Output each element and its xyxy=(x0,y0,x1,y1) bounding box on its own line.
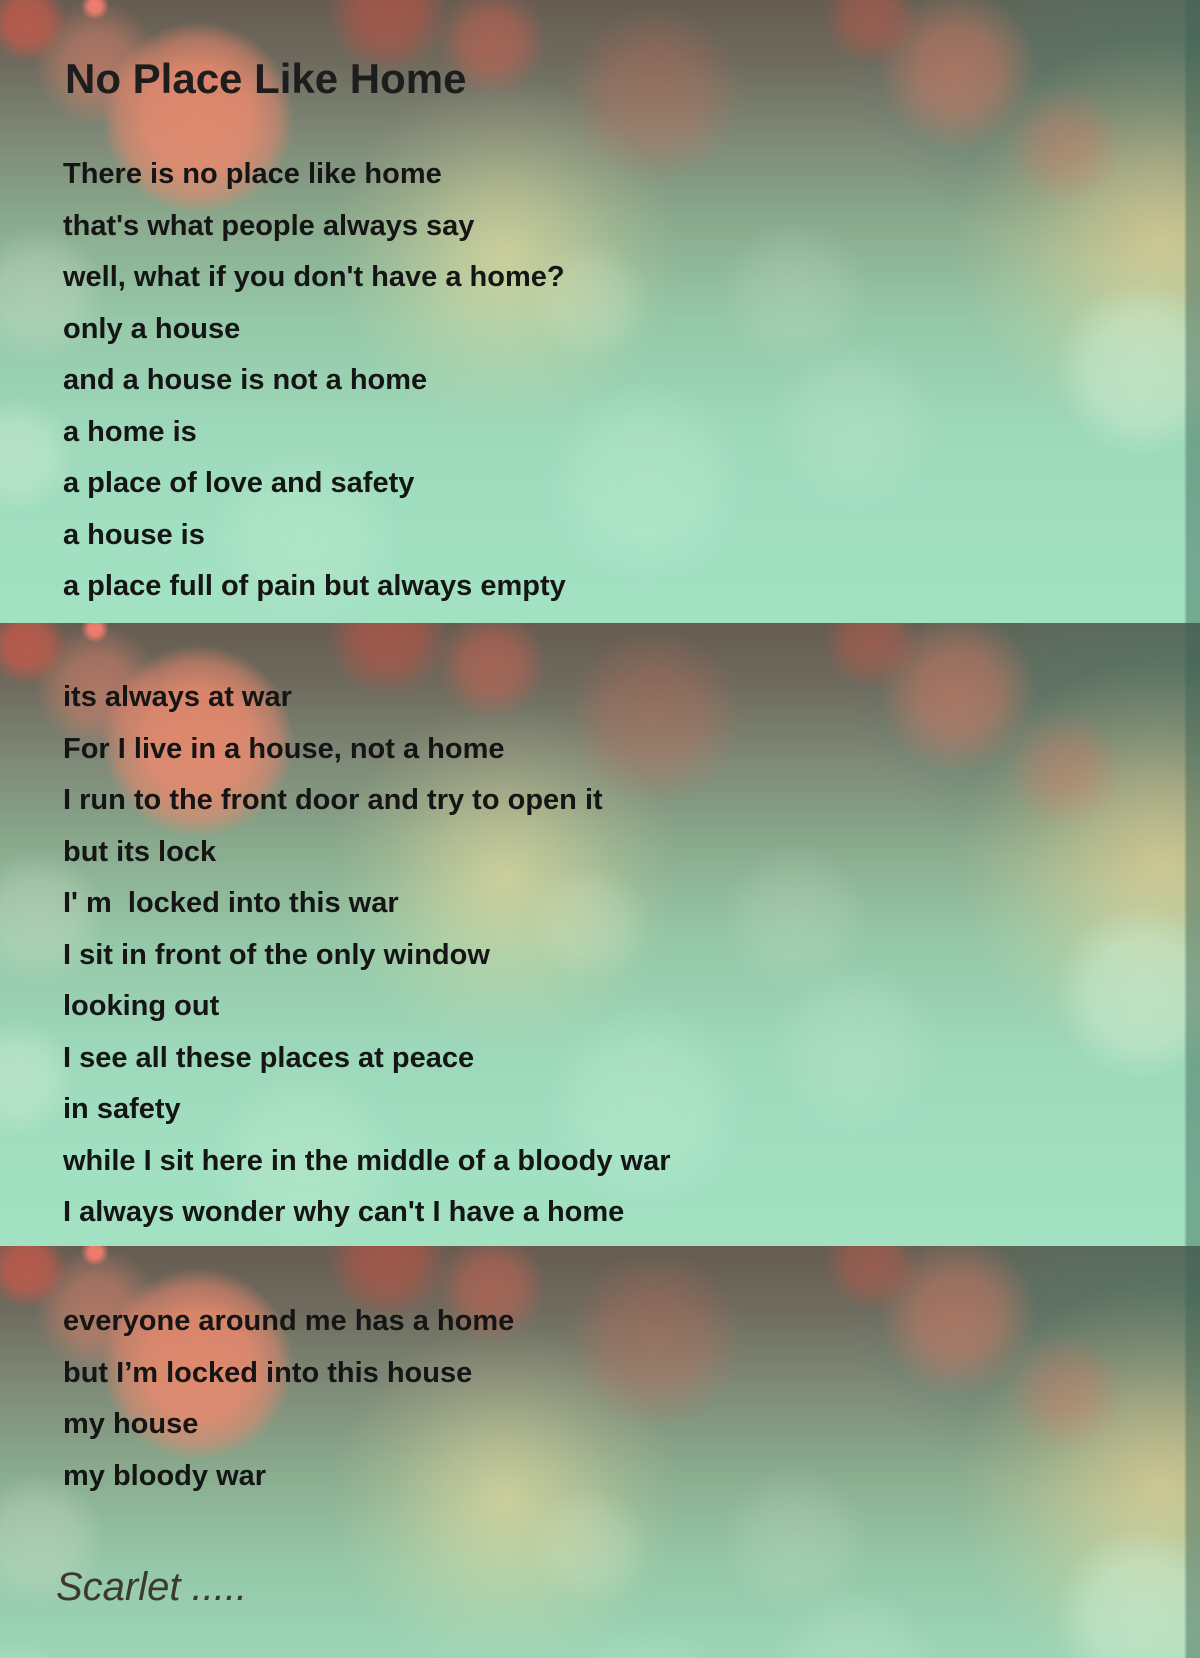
poem-line: a place full of pain but always empty xyxy=(63,570,566,602)
poem-line: I sit in front of the only window xyxy=(63,938,490,971)
poem-title: No Place Like Home xyxy=(65,55,467,102)
poem-line: while I sit here in the middle of a bloody war xyxy=(63,1144,671,1177)
poem-stanza-1 xyxy=(63,149,566,613)
poem-line: I always wonder why can't I have a home xyxy=(63,1196,625,1228)
poem-line: my house xyxy=(63,1408,199,1440)
poem-line: but its lock xyxy=(63,835,217,868)
poem-line: in safety xyxy=(63,1093,181,1125)
poem-line: a home is xyxy=(63,415,197,448)
poem-line: I' m locked into this war xyxy=(63,887,399,919)
poem-line: There is no place like home xyxy=(63,158,442,190)
poem-stanza-2 xyxy=(63,672,671,1239)
poem-line: For I live in a house, not a home xyxy=(63,732,505,765)
poem-line: its always at war xyxy=(63,681,292,713)
poem-line: and a house is not a home xyxy=(63,364,428,396)
poem-line: I see all these places at peace xyxy=(63,1041,475,1074)
poem-line: well, what if you don't have a home? xyxy=(63,261,565,293)
poem-line: looking out xyxy=(63,990,220,1022)
poem-line: a house is xyxy=(63,518,205,551)
poem-line: everyone around me has a home xyxy=(63,1305,515,1337)
poem-line: a place of love and safety xyxy=(63,467,415,499)
poem-line: I run to the front door and try to open it xyxy=(63,784,603,816)
poem-line: that's what people always say xyxy=(63,209,475,242)
poem-line: but I’m locked into this house xyxy=(63,1356,473,1389)
author-signature: Scarlet ..... xyxy=(56,1565,248,1609)
poem-line: my bloody war xyxy=(63,1459,267,1492)
poem-stanza-3 xyxy=(63,1296,514,1502)
poem-line: only a house xyxy=(63,312,241,345)
